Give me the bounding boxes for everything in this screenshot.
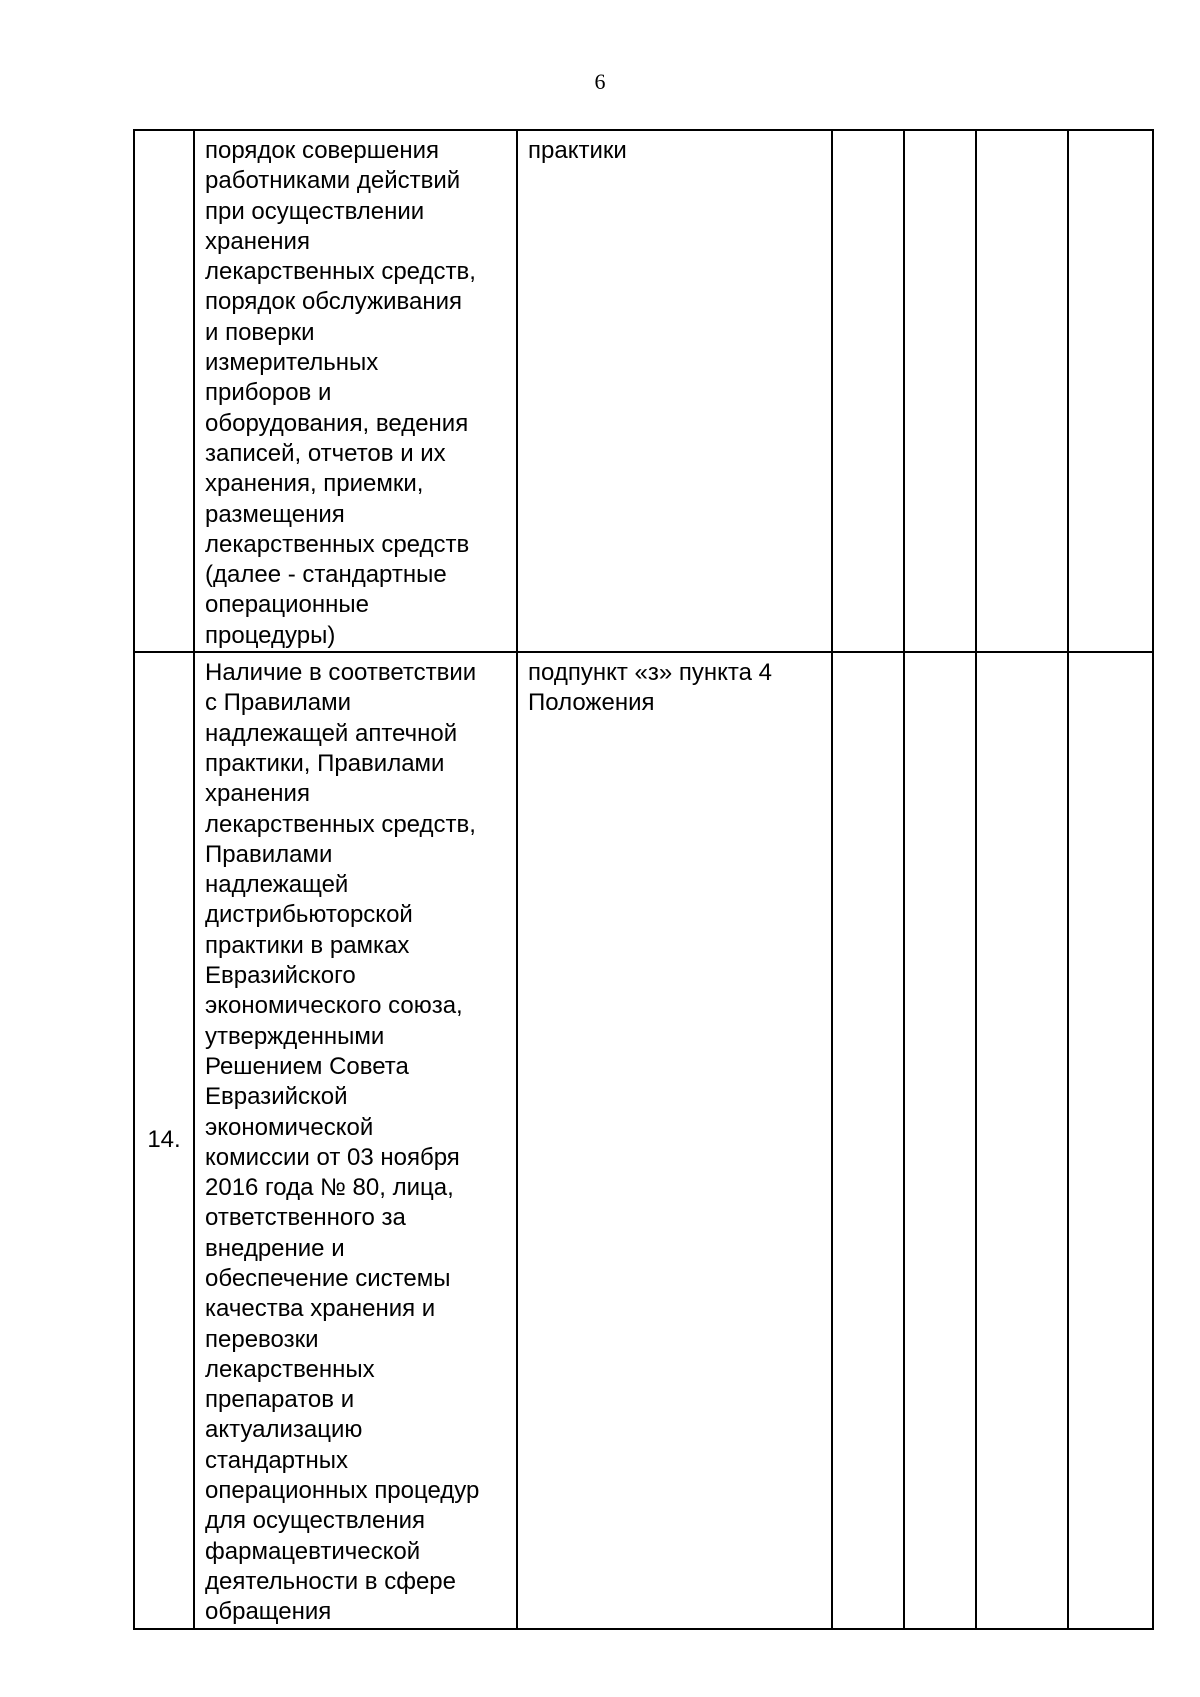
text-line: практики, Правилами <box>205 749 445 777</box>
text-line: приборов и <box>205 379 332 407</box>
table-row <box>134 130 1153 652</box>
text-line: качества хранения и <box>205 1295 436 1323</box>
text-line: (далее - стандартные <box>205 561 447 589</box>
text-line: при осуществлении <box>205 197 425 225</box>
requirement-text <box>205 136 508 651</box>
text-line: надлежащей <box>205 871 349 899</box>
empty-cell <box>976 130 1068 652</box>
text-line: размещения <box>205 500 345 528</box>
text-line: обеспечение системы <box>205 1264 451 1292</box>
text-line: внедрение и <box>205 1234 345 1262</box>
text-line: лекарственных <box>205 1355 375 1383</box>
empty-cell <box>904 652 976 1629</box>
requirement-cell <box>194 130 517 652</box>
text-line: подпункт «з» пункта 4 <box>528 659 772 687</box>
text-line: хранения <box>205 227 310 255</box>
text-line: Евразийской <box>205 1083 348 1111</box>
text-line: процедуры) <box>205 621 336 649</box>
requirement-text <box>205 658 508 1628</box>
text-line: Евразийского <box>205 962 356 990</box>
text-line: Решением Совета <box>205 1052 409 1080</box>
text-line: работниками действий <box>205 167 461 195</box>
text-line: препаратов и <box>205 1386 355 1414</box>
table-row <box>134 652 1153 1629</box>
page-number: 6 <box>594 69 606 94</box>
reference-text <box>528 658 823 719</box>
text-line: деятельности в сфере <box>205 1567 457 1595</box>
row-number-cell: 14. <box>134 652 194 1629</box>
text-line: практики <box>528 137 627 164</box>
text-line: стандартных <box>205 1446 348 1474</box>
text-line: фармацевтической <box>205 1537 421 1565</box>
text-line: операционные <box>205 591 369 619</box>
text-line: обращения <box>205 1598 332 1626</box>
text-line: Положения <box>528 689 655 717</box>
text-line: экономического союза, <box>205 992 463 1020</box>
text-line: дистрибьюторской <box>205 901 413 929</box>
text-line: порядок обслуживания <box>205 288 462 316</box>
empty-cell <box>832 652 904 1629</box>
text-line: надлежащей аптечной <box>205 719 458 747</box>
text-line: Правилами <box>205 840 333 868</box>
text-line: лекарственных средств <box>205 530 470 558</box>
text-line: хранения, приемки, <box>205 470 424 498</box>
empty-cell <box>832 130 904 652</box>
text-line: перевозки <box>205 1325 319 1353</box>
text-line: оборудования, ведения <box>205 409 469 437</box>
text-line: 2016 года № 80, лица, <box>205 1174 454 1202</box>
text-line: ответственного за <box>205 1204 406 1232</box>
row-number-cell <box>134 130 194 652</box>
text-line: записей, отчетов и их <box>205 439 446 467</box>
text-line: экономической <box>205 1113 374 1141</box>
reference-cell <box>517 130 832 652</box>
text-line: лекарственных средств, <box>205 258 476 286</box>
text-line: актуализацию <box>205 1416 363 1444</box>
text-line: измерительных <box>205 349 379 377</box>
reference-cell <box>517 652 832 1629</box>
requirement-cell <box>194 652 517 1629</box>
empty-cell <box>1068 130 1153 652</box>
text-line: утвержденными <box>205 1022 385 1050</box>
reference-text <box>528 136 823 166</box>
text-line: порядок совершения <box>205 137 439 164</box>
text-line: Наличие в соответствии <box>205 659 477 687</box>
text-line: хранения <box>205 780 310 808</box>
text-line: лекарственных средств, <box>205 810 476 838</box>
empty-cell <box>976 652 1068 1629</box>
checklist-table <box>133 129 1154 1630</box>
checklist-table-body <box>134 130 1153 1629</box>
text-line: операционных процедур <box>205 1477 480 1505</box>
empty-cell <box>1068 652 1153 1629</box>
text-line: комиссии от 03 ноября <box>205 1143 460 1171</box>
text-line: с Правилами <box>205 689 352 717</box>
text-line: и поверки <box>205 318 315 346</box>
text-line: для осуществления <box>205 1507 426 1535</box>
text-line: практики в рамках <box>205 931 410 959</box>
empty-cell <box>904 130 976 652</box>
